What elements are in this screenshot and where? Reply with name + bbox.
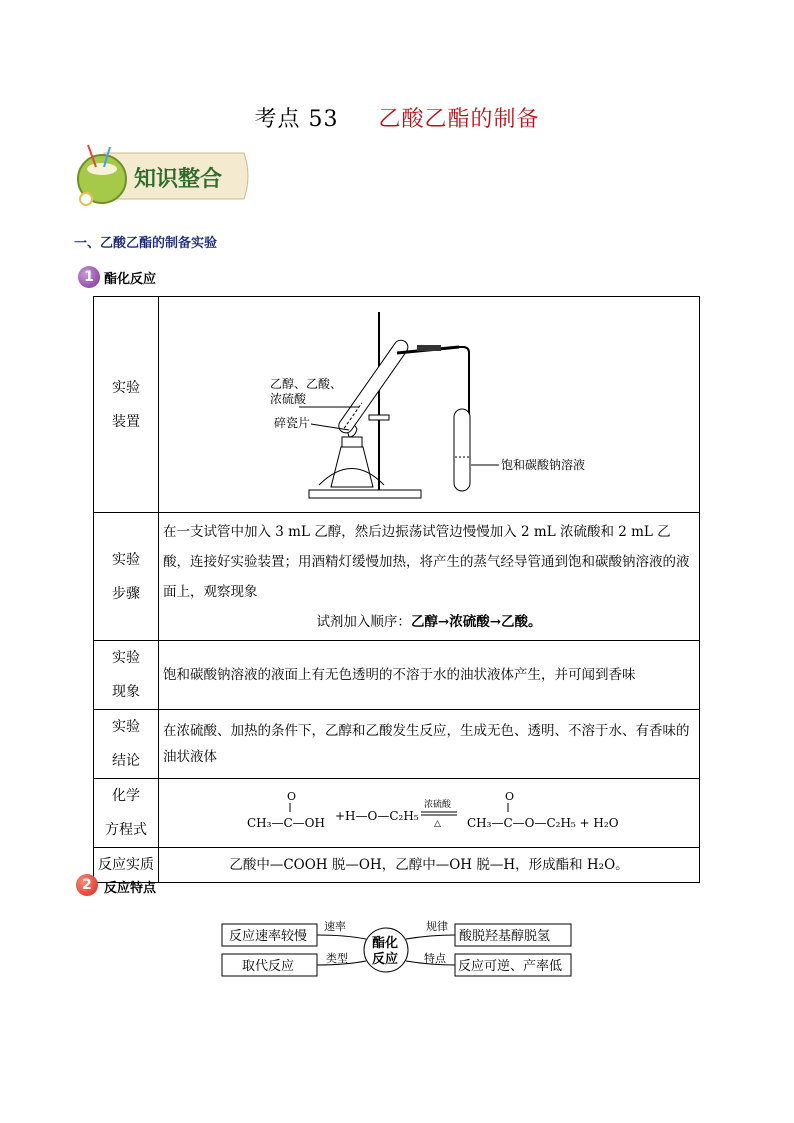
svg-text:浓硫酸: 浓硫酸 — [424, 800, 452, 810]
row-header: 实验 装置 — [94, 297, 159, 513]
equation-cell — [159, 779, 700, 848]
flow-box-text: 酸脱羟基醇脱氢 — [459, 929, 551, 944]
step-number-badge: 1 — [78, 266, 100, 288]
table-row — [94, 779, 700, 848]
svg-text:O: O — [505, 790, 515, 803]
flow-box-text: 取代反应 — [242, 959, 295, 974]
connector-tag: 速率 — [324, 920, 346, 933]
reagent-order: 试剂加入顺序：乙醇→浓硫酸→乙酸。 — [316, 613, 542, 630]
flow-box-text: 反应可逆、产率低 — [458, 959, 563, 974]
row-header: 实验 结论 — [94, 710, 159, 779]
step-number-badge: 2 — [76, 874, 98, 896]
section-heading: 一、乙酸乙酯的制备实验 — [74, 236, 218, 251]
experiment-table — [93, 296, 700, 883]
steps-text: 在一支试管中加入 3 mL 乙醇，然后边振荡试管边慢慢加入 2 mL 浓硫酸和 2 mL 乙酸，连接好实验装置；用酒精灯缓慢加热，将产生的蒸气经导管通到饱和碳酸钠溶液的液面上，观察现象 — [163, 523, 690, 600]
table-row — [94, 513, 700, 641]
solution-label: 饱和碳酸钠溶液 — [501, 458, 586, 472]
reagents-label: 乙醇、乙酸、 — [270, 377, 343, 391]
connector-tag: 规律 — [426, 920, 448, 933]
title-prefix: 考点 53 — [254, 107, 339, 132]
essence-text: 乙酸中—COOH 脱—OH，乙醇中—OH 脱—H，形成酯和 H₂O。 — [159, 848, 700, 883]
center-text: 反应 — [372, 952, 399, 967]
connector-tag: 类型 — [326, 952, 348, 965]
row-header: 实验 现象 — [94, 641, 159, 710]
svg-text:O: O — [287, 790, 297, 803]
reaction-features-diagram — [220, 915, 580, 985]
subsection-label: 反应特点 — [104, 881, 157, 896]
chips-label: 碎瓷片 — [274, 416, 311, 430]
flow-box-text: 反应速率较慢 — [229, 929, 308, 944]
chemical-equation — [159, 780, 699, 842]
apparatus-cell — [159, 297, 700, 513]
svg-text:CH₃—C—O—C₂H₅ + H₂O: CH₃—C—O—C₂H₅ + H₂O — [467, 816, 619, 830]
row-header: 反应实质 — [94, 848, 159, 883]
row-header: 实验 步骤 — [94, 513, 159, 641]
conclusion-text: 在浓硫酸、加热的条件下，乙醇和乙酸发生反应，生成无色、透明、不溶于水、有香味的油状液体 — [159, 710, 700, 779]
table-row — [94, 848, 700, 883]
table-row — [94, 297, 700, 513]
svg-text:△: △ — [434, 819, 441, 829]
phenomenon-text: 饱和碳酸钠溶液的液面上有无色透明的不溶于水的油状液体产生，并可闻到香味 — [159, 641, 700, 710]
table-row — [94, 641, 700, 710]
steps-cell — [159, 513, 700, 641]
table-row — [94, 710, 700, 779]
center-text: 酯化 — [372, 936, 399, 951]
knowledge-banner — [74, 143, 254, 209]
svg-text:+H—O—C₂H₅: +H—O—C₂H₅ — [335, 809, 419, 823]
page-title — [0, 102, 794, 133]
connector-tag: 特点 — [424, 952, 446, 965]
flower-icon — [80, 193, 92, 205]
row-header: 化学 方程式 — [94, 779, 159, 848]
title-name: 乙酸乙酯的制备 — [378, 107, 540, 132]
banner-label: 知识整合 — [134, 167, 223, 192]
reagents-label: 浓硫酸 — [270, 392, 307, 406]
subsection-label: 酯化反应 — [104, 272, 157, 287]
apparatus-diagram — [159, 297, 699, 508]
svg-text:CH₃—C—OH: CH₃—C—OH — [247, 816, 325, 830]
